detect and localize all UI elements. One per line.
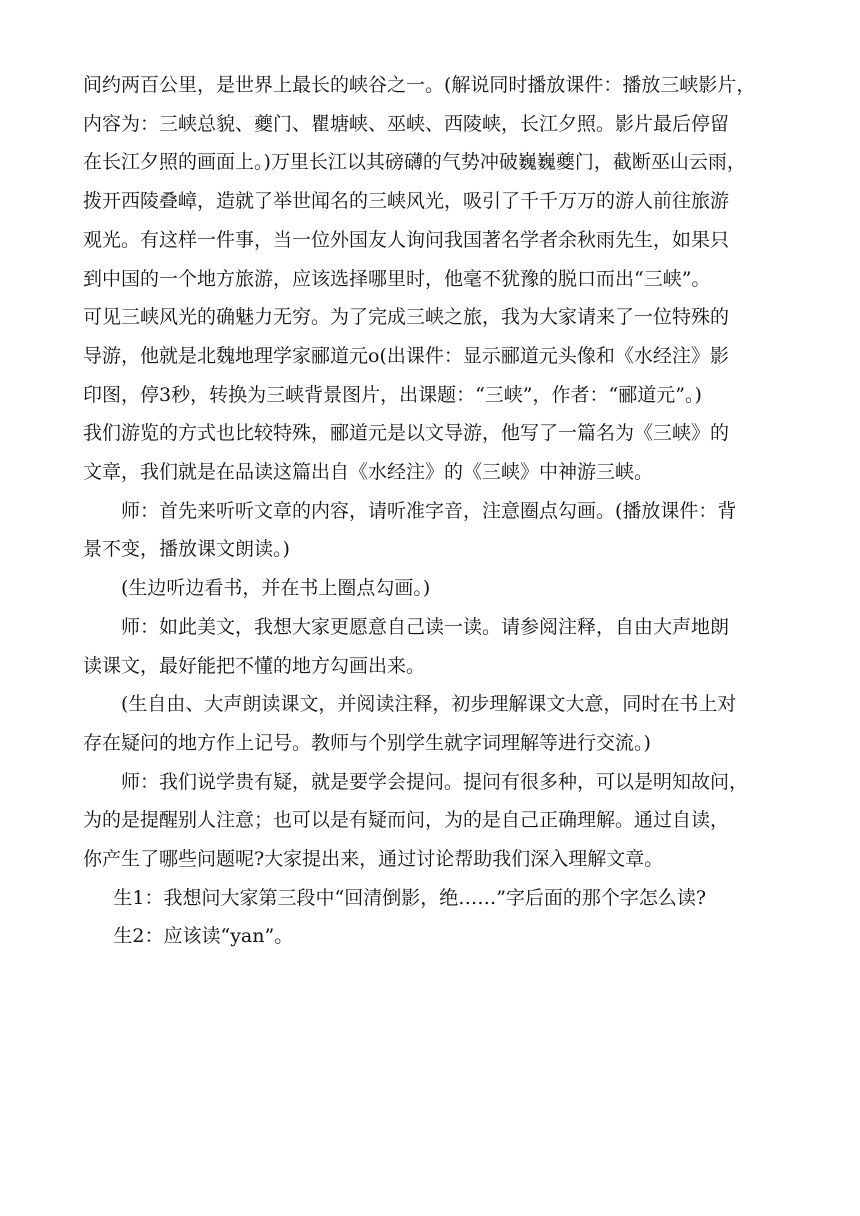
text-line: 可见三峡风光的确魅力无穷。为了完成三峡之旅，我为大家请来了一位特殊的 <box>83 306 730 329</box>
text-line: 读课文，最好能把不懂的地方勾画出来。 <box>83 654 426 677</box>
text-line: 观光。有这样一件事，当一位外国友人询问我国著名学者余秋雨先生，如果只 <box>83 228 730 251</box>
text-line: 内容为：三峡总貌、夔门、瞿塘峡、巫峡、西陵峡，长江夕照。影片最后停留 <box>83 112 730 135</box>
text-line: 生2：应该读“yan”。 <box>113 925 294 948</box>
document-page <box>83 66 783 956</box>
text-line: 师：如此美文，我想大家更愿意自己读一读。请参阅注释，自由大声地朗 <box>121 615 730 638</box>
text-line: 我们游览的方式也比较特殊，郦道元是以文导游，他写了一篇名为《三峡》的 <box>83 422 730 445</box>
text-line: 你产生了哪些问题呢?大家提出来，通过讨论帮助我们深入理解文章。 <box>83 848 664 871</box>
text-line: 在长江夕照的画面上。)万里长江以其磅礴的气势冲破巍巍夔门，截断巫山云雨， <box>83 151 746 174</box>
text-line: 师：我们说学贵有疑，就是要学会提问。提问有很多种，可以是明知故问， <box>121 770 749 793</box>
text-line: 师：首先来听听文章的内容，请听准字音，注意圈点勾画。(播放课件：背 <box>121 499 737 522</box>
text-line: (生边听边看书，并在书上圈点勾画。) <box>121 577 431 600</box>
text-line: 导游，他就是北魏地理学家郦道元o(出课件：显示郦道元头像和《水经注》影 <box>83 344 729 367</box>
text-line: 景不变，播放课文朗读。) <box>83 538 290 561</box>
text-line: 间约两百公里，是世界上最长的峡谷之一。(解说同时播放课件：播放三峡影片， <box>83 74 756 96</box>
text-line: 文章，我们就是在品读这篇出自《水经注》的《三峡》中神游三峡。 <box>83 461 654 484</box>
text-line: (生自由、大声朗读课文，并阅读注释，初步理解课文大意，同时在书上对 <box>121 693 737 716</box>
text-line: 生1：我想问大家第三段中“回清倒影，绝……”字后面的那个字怎么读? <box>113 886 707 909</box>
text-line: 为的是提醒别人注意；也可以是有疑而问，为的是自己正确理解。通过自读， <box>83 809 730 832</box>
text-line: 到中国的一个地方旅游，应该选择哪里时，他毫不犹豫的脱口而出“三峡”。 <box>83 267 711 290</box>
text-line: 拨开西陵叠嶂，造就了举世闻名的三峡风光，吸引了千千万万的游人前往旅游 <box>83 190 730 213</box>
text-line: 存在疑问的地方作上记号。教师与个别学生就字词理解等进行交流。) <box>83 731 651 754</box>
text-line: 印图，停3秒，转换为三峡背景图片，出课题：“三峡”，作者：“郦道元”。) <box>83 383 702 406</box>
